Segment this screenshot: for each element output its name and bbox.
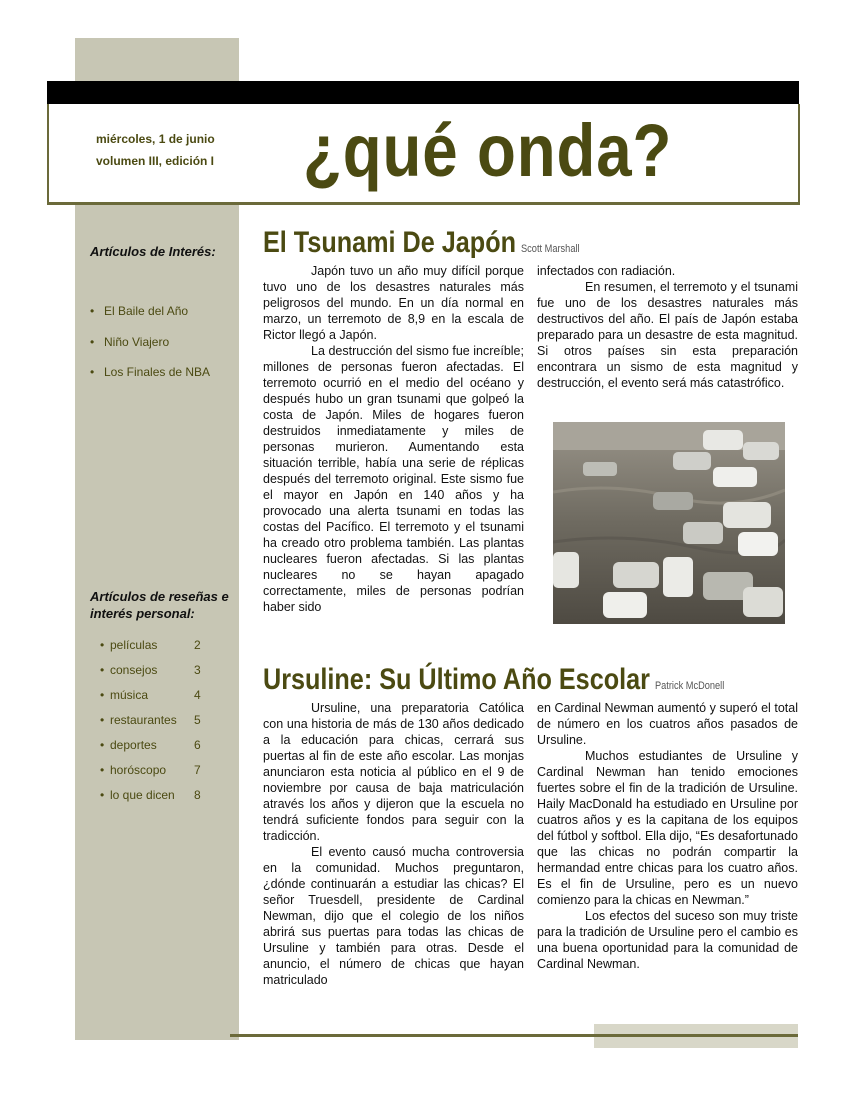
interest-item[interactable]: • Los Finales de NBA <box>90 365 210 396</box>
footer-rule <box>230 1034 798 1037</box>
review-item[interactable] <box>102 738 201 763</box>
review-label: restaurantes <box>110 713 177 727</box>
issue-info <box>96 128 215 172</box>
paragraph: Ursuline, una preparatoria Católica con una historia de más de 130 años dedicado a la educación para chicas, cerrará sus puertas al fin de este año escolar. Las monjas anunciaron esta noticia al público en el 9 de noviembre por causa de baja matriculación através los años y dijeron que la escuela no tendrá suficiente fondos para seguir con la tradicción. <box>263 701 524 843</box>
interest-item[interactable]: • Niño Viajero <box>90 335 210 366</box>
review-label: consejos <box>110 663 158 677</box>
issue-volume: volumen III, edición I <box>96 154 215 168</box>
paragraph: Japón tuvo un año muy difícil porque tuvo uno de los desastres naturales más peligrosos del mundo. En un día normal en marzo, un terremoto de 8,9 en la escala de Rictor llegó a Japón. <box>263 264 524 342</box>
review-label: lo que dicen <box>110 788 175 802</box>
review-item[interactable] <box>102 663 201 688</box>
review-label: películas <box>110 638 158 652</box>
article-title: Ursuline: Su Último Año Escolar <box>263 663 650 696</box>
reviews-list <box>102 638 201 813</box>
review-item[interactable] <box>102 763 201 788</box>
review-label: horóscopo <box>110 763 167 777</box>
review-page: 2 <box>194 638 201 652</box>
review-page: 4 <box>194 688 201 702</box>
issue-date: miércoles, 1 de junio <box>96 132 215 146</box>
review-label: deportes <box>110 738 157 752</box>
paragraph: En resumen, el terremoto y el tsunami fue uno de los desastres naturales más destructivos del año. El país de Japón estaba preparado para un desastre de esta magnitud. Si otros países sin esta preparación encontrara un sismo de esta magnitud y destrucción, el evento será más catastrófico. <box>537 280 798 390</box>
review-page: 6 <box>194 738 201 752</box>
article-column <box>537 263 798 391</box>
article-headline <box>263 663 724 697</box>
masthead-top-bar <box>47 81 799 104</box>
review-item[interactable] <box>102 688 201 713</box>
newsletter-title: ¿qué onda? <box>303 109 673 192</box>
paragraph: infectados con radiación. <box>537 264 676 278</box>
reviews-heading: Artículos de reseñas e interés personal: <box>90 589 229 621</box>
paragraph: en Cardinal Newman aumentó y superó el total de número en los cuatros años pasados de Ursuline. <box>537 701 798 747</box>
article-byline: Patrick McDonell <box>654 680 725 692</box>
article-column <box>263 263 524 615</box>
paragraph: La destrucción del sismo fue increíble; millones de personas fueron afectadas. El terremoto ocurrió en el medio del océano y después hubo un gran tsunami que golpeó la costa de Japón. Miles de hogares fueron destruidos inmediatamente y miles de personas murieron. Aumentando esta situación terrible, había una serie de réplicas después del terremoto original. Este sismo fue el mayor en Japón en 140 años y ha provocado una alerta tsunami en todas las costas del Pacífico. El terremoto y el tsunami ha creado otro problema también. Las plantas nucleares fueron afectadas. Si las plantas nucleares no se hayan apagado correctamente, miles de personas podrían haber sido <box>263 344 524 614</box>
review-item[interactable] <box>102 788 201 813</box>
review-page: 7 <box>194 763 201 777</box>
interest-item[interactable]: • El Baile del Año <box>90 304 210 335</box>
review-label: música <box>110 688 149 702</box>
review-page: 8 <box>194 788 201 802</box>
interest-list <box>90 304 210 396</box>
flood-cars-illustration <box>553 422 785 624</box>
article-byline: Scott Marshall <box>521 243 580 255</box>
review-page: 5 <box>194 713 201 727</box>
paragraph: Muchos estudiantes de Ursuline y Cardinal Newman han tenido emociones fuertes sobre el fin de la tradición de Ursuline. Haily MacDonald ha estudiado en Ursuline por cuatros años y es la capitana de los equipos del fútbol y softbol. Ella dijo, “Es desafortunado que las chicas no podrán compartir la hermandad entre chicas para los cuatro años. Es el fin de Ursuline, pero es un nuevo comienzo para la chicas en Newman.” <box>537 749 798 907</box>
review-page: 3 <box>194 663 201 677</box>
interest-heading: Artículos de Interés: <box>90 244 216 259</box>
article-column <box>263 700 524 988</box>
article-title: El Tsunami De Japón <box>263 226 516 259</box>
review-item[interactable] <box>102 638 201 663</box>
paragraph: Los efectos del suceso son muy triste para la tradición de Ursuline pero el cambio es una buena oportunidad para la comunidad de Cardinal Newman. <box>537 909 798 971</box>
tsunami-photo <box>553 422 785 624</box>
article-headline <box>263 226 580 260</box>
article-column <box>537 700 798 972</box>
review-item[interactable] <box>102 713 201 738</box>
paragraph: El evento causó mucha controversia en la comunidad. Muchos preguntaron, ¿dónde continuarán a estudiar las chicas? El señor Truesdell, presidente de Cardinal Newman, dijo que el colegio de los niños abrirá sus puertas para todas las chicas de Ursuline y también para otras. Desde el anuncio, el número de chicas que hayan matriculado <box>263 845 524 987</box>
